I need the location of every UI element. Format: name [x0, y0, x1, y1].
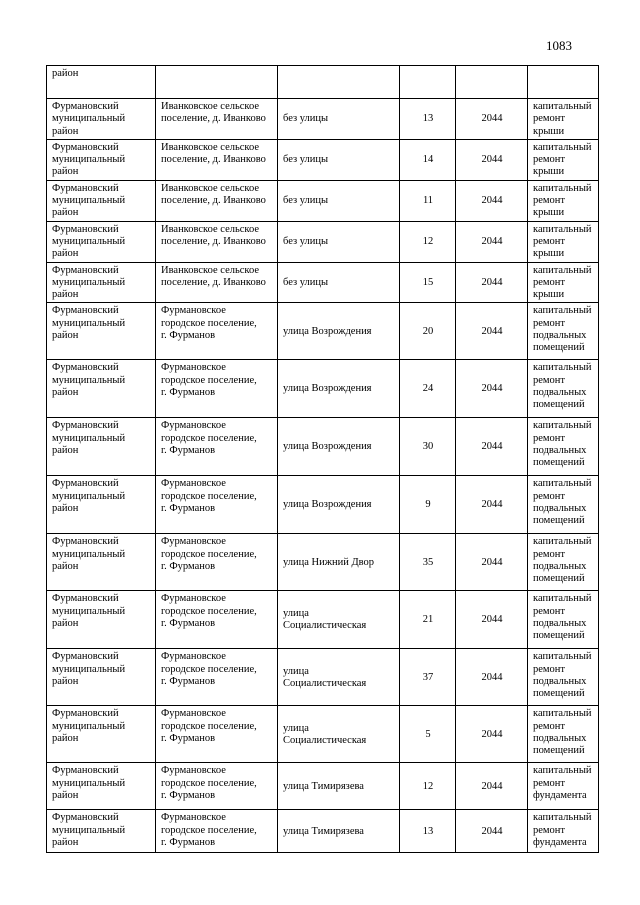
settlement-cell-text: Иванковское сельское поселение, д. Иванково	[161, 101, 266, 125]
table-row	[47, 262, 599, 303]
house-number-cell-text: 14	[422, 154, 434, 166]
settlement-cell	[156, 649, 278, 706]
work-type-cell-text: капитальный ремонт подвальных помещений	[533, 478, 592, 527]
settlement-cell	[156, 180, 278, 221]
street-cell-text: улица Возрождения	[283, 441, 372, 453]
street-cell	[278, 99, 400, 140]
settlement-cell-text: Фурмановское городское поселение, г. Фурманов	[161, 593, 257, 630]
settlement-cell	[156, 139, 278, 180]
table-row	[47, 591, 599, 649]
street-cell	[278, 139, 400, 180]
table-row	[47, 99, 599, 140]
year-cell-text: 2044	[481, 556, 503, 568]
district-cell-text: Фурмановский муниципальный район	[52, 182, 126, 219]
year-cell-text: 2044	[481, 780, 503, 792]
year-cell-text: 2044	[481, 825, 503, 837]
street-cell	[278, 649, 400, 706]
street-cell-text: без улицы	[283, 276, 329, 288]
year-cell-text: 2044	[481, 441, 503, 453]
house-number-cell-text: 13	[422, 113, 434, 125]
year-cell	[456, 303, 528, 360]
street-cell-text: без улицы	[283, 195, 329, 207]
house-number-cell	[400, 810, 456, 853]
work-type-cell-text: капитальный ремонт крыши	[533, 101, 592, 137]
year-cell	[456, 139, 528, 180]
work-type-cell	[528, 706, 599, 763]
street-cell-text: улица Тимирязева	[283, 825, 364, 837]
table-body	[47, 66, 599, 853]
settlement-cell-text: Иванковское сельское поселение, д. Иванково	[161, 141, 266, 166]
district-cell-text: Фурмановский муниципальный район	[52, 141, 126, 178]
year-cell	[456, 180, 528, 221]
year-cell-text: 2044	[481, 499, 503, 511]
table-row	[47, 360, 599, 418]
street-cell	[278, 534, 400, 591]
year-cell-text: 2044	[481, 614, 503, 626]
district-cell	[47, 706, 156, 763]
street-cell-text: без улицы	[283, 235, 329, 247]
street-cell	[278, 476, 400, 534]
settlement-cell	[156, 476, 278, 534]
work-type-cell	[528, 591, 599, 649]
house-number-cell	[400, 418, 456, 476]
year-cell	[456, 360, 528, 418]
year-cell-text: 2044	[481, 235, 503, 247]
work-type-cell	[528, 221, 599, 262]
street-cell	[278, 591, 400, 649]
table-row	[47, 418, 599, 476]
table-row	[47, 139, 599, 180]
settlement-cell-text: Фурмановское городское поселение, г. Фурманов	[161, 765, 257, 802]
district-cell	[47, 180, 156, 221]
year-cell	[456, 221, 528, 262]
year-cell-text: 2044	[481, 195, 503, 207]
work-type-cell	[528, 180, 599, 221]
work-type-cell	[528, 99, 599, 140]
work-type-cell-text: капитальный ремонт крыши	[533, 264, 592, 301]
settlement-cell-text: Фурмановское городское поселение, г. Фурманов	[161, 478, 257, 515]
settlement-cell	[156, 706, 278, 763]
year-cell	[456, 763, 528, 810]
street-cell-text: без улицы	[283, 154, 329, 166]
table-row	[47, 534, 599, 591]
house-number-cell-text: 15	[422, 276, 434, 288]
settlement-cell	[156, 262, 278, 303]
year-cell	[456, 810, 528, 853]
street-cell	[278, 66, 400, 99]
work-type-cell	[528, 303, 599, 360]
work-type-cell	[528, 418, 599, 476]
year-cell	[456, 99, 528, 140]
settlement-cell-text: Иванковское сельское поселение, д. Иванково	[161, 182, 266, 207]
work-type-cell-text: капитальный ремонт крыши	[533, 223, 592, 260]
settlement-cell-text: Фурмановское городское поселение, г. Фурманов	[161, 362, 257, 399]
house-number-cell-text: 24	[422, 383, 434, 395]
house-number-cell-text: 20	[422, 325, 434, 337]
settlement-cell-text: Иванковское сельское поселение, д. Иванково	[161, 223, 266, 247]
house-number-cell	[400, 139, 456, 180]
district-cell-text: Фурмановский муниципальный район	[52, 420, 126, 457]
district-cell-text: Фурмановский муниципальный район	[52, 264, 126, 301]
house-number-cell	[400, 360, 456, 418]
table-row	[47, 649, 599, 706]
house-number-cell	[400, 99, 456, 140]
street-cell-text: улица Нижний Двор	[283, 556, 375, 568]
district-cell-text: Фурмановский муниципальный район	[52, 362, 126, 399]
house-number-cell	[400, 303, 456, 360]
house-number-cell	[400, 706, 456, 763]
house-number-cell-text: 30	[422, 441, 434, 453]
work-type-cell	[528, 810, 599, 853]
house-number-cell	[400, 262, 456, 303]
district-cell	[47, 221, 156, 262]
year-cell-text: 2044	[481, 113, 503, 125]
street-cell-text: без улицы	[283, 113, 329, 125]
house-number-cell	[400, 591, 456, 649]
district-cell	[47, 262, 156, 303]
page-number: 1083	[546, 38, 572, 53]
work-type-cell-text: капитальный ремонт фундамента	[533, 812, 592, 849]
house-number-cell-text: 21	[422, 614, 434, 626]
district-cell-text: Фурмановский муниципальный район	[52, 651, 126, 688]
work-type-cell-text: капитальный ремонт крыши	[533, 141, 592, 178]
year-cell	[456, 706, 528, 763]
house-number-cell-text: 9	[425, 499, 431, 511]
house-number-cell-text: 13	[422, 825, 434, 837]
street-cell-text: улица Возрождения	[283, 325, 372, 337]
table-row	[47, 221, 599, 262]
work-type-cell	[528, 360, 599, 418]
table-row	[47, 763, 599, 810]
street-cell	[278, 418, 400, 476]
settlement-cell	[156, 763, 278, 810]
year-cell	[456, 66, 528, 99]
street-cell	[278, 810, 400, 853]
year-cell-text: 2044	[481, 154, 503, 166]
street-cell	[278, 706, 400, 763]
year-cell-text: 2044	[481, 325, 503, 337]
year-cell-text: 2044	[481, 276, 503, 288]
district-cell	[47, 99, 156, 140]
street-cell-text: улица Возрождения	[283, 499, 372, 511]
district-cell	[47, 591, 156, 649]
year-cell	[456, 262, 528, 303]
house-number-cell	[400, 221, 456, 262]
house-number-cell-text: 11	[422, 195, 434, 207]
street-cell	[278, 303, 400, 360]
year-cell	[456, 591, 528, 649]
house-number-cell-text: 12	[422, 780, 434, 792]
house-number-cell-text: 12	[422, 235, 434, 247]
district-cell-text: Фурмановский муниципальный район	[52, 812, 126, 849]
settlement-cell-text: Фурмановское городское поселение, г. Фурманов	[161, 651, 257, 688]
settlement-cell	[156, 99, 278, 140]
district-cell-text: Фурмановский муниципальный район	[52, 305, 126, 342]
table-row	[47, 66, 599, 99]
street-cell-text: улица Социалистическая	[283, 608, 367, 632]
settlement-cell-text: Фурмановское городское поселение, г. Фурманов	[161, 536, 257, 573]
house-number-cell	[400, 180, 456, 221]
year-cell	[456, 534, 528, 591]
work-type-cell-text: капитальный ремонт подвальных помещений	[533, 305, 592, 354]
district-cell	[47, 66, 156, 99]
settlement-cell	[156, 221, 278, 262]
work-type-cell-text: капитальный ремонт подвальных помещений	[533, 708, 592, 757]
district-cell	[47, 810, 156, 853]
work-type-cell-text: капитальный ремонт подвальных помещений	[533, 536, 592, 585]
district-cell-text: район	[52, 68, 79, 79]
district-cell-text: Фурмановский муниципальный район	[52, 593, 126, 630]
house-number-cell	[400, 476, 456, 534]
repair-schedule-table	[46, 65, 599, 853]
street-cell	[278, 763, 400, 810]
work-type-cell-text: капитальный ремонт подвальных помещений	[533, 651, 592, 700]
house-number-cell-text: 5	[425, 728, 431, 740]
street-cell-text: улица Тимирязева	[283, 780, 364, 792]
district-cell	[47, 649, 156, 706]
settlement-cell-text: Фурмановское городское поселение, г. Фурманов	[161, 812, 257, 849]
settlement-cell	[156, 810, 278, 853]
district-cell-text: Фурмановский муниципальный район	[52, 536, 126, 573]
year-cell	[456, 649, 528, 706]
year-cell	[456, 476, 528, 534]
district-cell-text: Фурмановский муниципальный район	[52, 708, 126, 745]
settlement-cell	[156, 360, 278, 418]
district-cell	[47, 476, 156, 534]
settlement-cell-text: Иванковское сельское поселение, д. Иванково	[161, 264, 266, 288]
district-cell-text: Фурмановский муниципальный район	[52, 101, 126, 137]
street-cell-text: улица Социалистическая	[283, 722, 367, 746]
work-type-cell	[528, 139, 599, 180]
district-cell-text: Фурмановский муниципальный район	[52, 478, 126, 515]
work-type-cell-text: капитальный ремонт подвальных помещений	[533, 362, 592, 411]
table-row	[47, 476, 599, 534]
street-cell	[278, 360, 400, 418]
work-type-cell-text: капитальный ремонт фундамента	[533, 765, 592, 802]
table-row	[47, 810, 599, 853]
street-cell	[278, 262, 400, 303]
district-cell	[47, 418, 156, 476]
settlement-cell-text: Фурмановское городское поселение, г. Фурманов	[161, 305, 257, 342]
district-cell-text: Фурмановский муниципальный район	[52, 765, 126, 802]
settlement-cell	[156, 534, 278, 591]
settlement-cell-text: Фурмановское городское поселение, г. Фурманов	[161, 708, 257, 745]
table-row	[47, 706, 599, 763]
house-number-cell-text: 35	[422, 556, 434, 568]
work-type-cell	[528, 763, 599, 810]
work-type-cell	[528, 534, 599, 591]
work-type-cell	[528, 262, 599, 303]
street-cell	[278, 221, 400, 262]
work-type-cell-text: капитальный ремонт подвальных помещений	[533, 593, 592, 642]
district-cell	[47, 303, 156, 360]
house-number-cell	[400, 534, 456, 591]
street-cell	[278, 180, 400, 221]
work-type-cell	[528, 66, 599, 99]
settlement-cell	[156, 591, 278, 649]
settlement-cell	[156, 418, 278, 476]
work-type-cell-text: капитальный ремонт подвальных помещений	[533, 420, 592, 469]
district-cell	[47, 139, 156, 180]
year-cell	[456, 418, 528, 476]
house-number-cell	[400, 763, 456, 810]
district-cell	[47, 360, 156, 418]
district-cell	[47, 534, 156, 591]
district-cell	[47, 763, 156, 810]
house-number-cell-text: 37	[422, 671, 434, 683]
district-cell-text: Фурмановский муниципальный район	[52, 223, 126, 260]
year-cell-text: 2044	[481, 728, 503, 740]
year-cell-text: 2044	[481, 383, 503, 395]
table-row	[47, 303, 599, 360]
work-type-cell-text: капитальный ремонт крыши	[533, 182, 592, 219]
house-number-cell	[400, 66, 456, 99]
street-cell-text: улица Социалистическая	[283, 665, 367, 689]
settlement-cell	[156, 66, 278, 99]
year-cell-text: 2044	[481, 671, 503, 683]
table-row	[47, 180, 599, 221]
house-number-cell	[400, 649, 456, 706]
work-type-cell	[528, 649, 599, 706]
settlement-cell	[156, 303, 278, 360]
settlement-cell-text: Фурмановское городское поселение, г. Фурманов	[161, 420, 257, 457]
street-cell-text: улица Возрождения	[283, 383, 372, 395]
work-type-cell	[528, 476, 599, 534]
